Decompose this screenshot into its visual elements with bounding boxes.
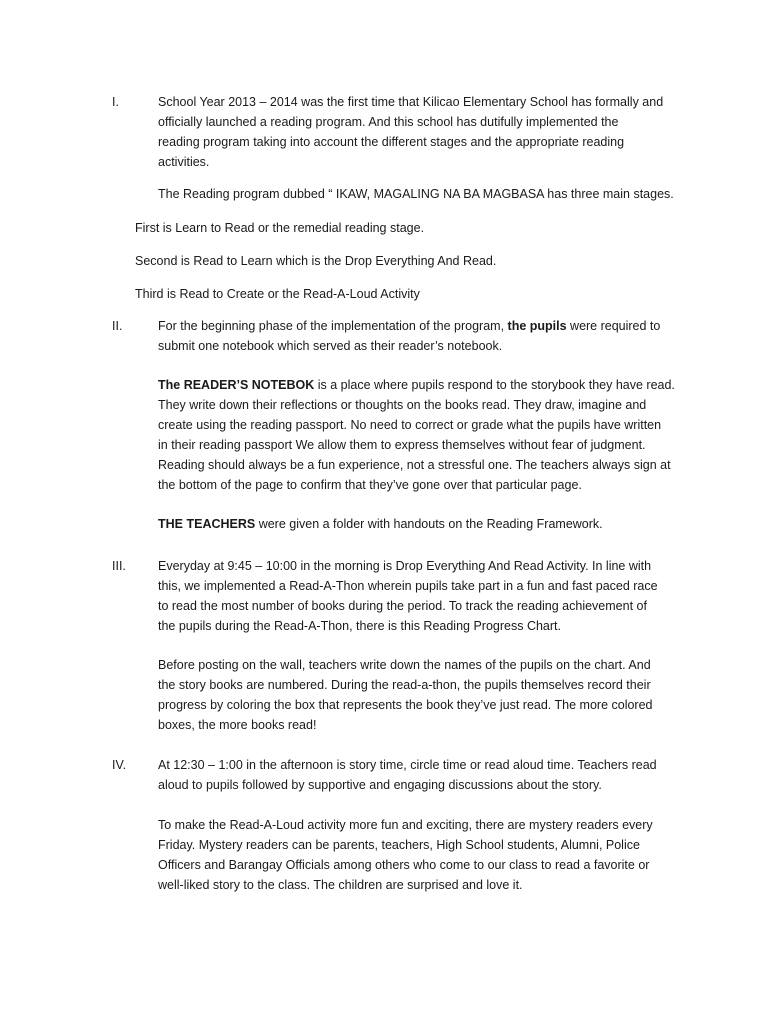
section-numeral: II. [112,319,123,333]
text-line: The READER’S NOTEBOK is a place where pupils respond to the storybook they have read. [158,378,675,392]
section-4-paragraph-2 [158,815,678,895]
section-numeral: IV. [112,758,127,772]
section-numeral: I. [112,95,119,109]
text-line: Reading should always be a fun experience, not a stressful one. The teachers always sign at [158,458,671,472]
text-line: Before posting on the wall, teachers write down the names of the pupils on the chart. And [158,658,651,672]
stage-second: Second is Read to Learn which is the Drop Everything And Read. [135,254,497,268]
text-line: submit one notebook which served as their reader’s notebook. [158,339,503,353]
text-line: aloud to pupils followed by supportive and engaging discussions about the story. [158,778,602,792]
text-line: For the beginning phase of the implementation of the program, the pupils were required to [158,319,661,333]
text-line: the pupils during the Read-A-Thon, there is this Reading Progress Chart. [158,619,561,633]
text-line: reading program taking into account the different stages and the appropriate reading [158,135,625,149]
text-line: At 12:30 – 1:00 in the afternoon is story time, circle time or read aloud time. Teachers read [158,758,657,772]
text-line: create using the reading passport. No need to correct or grade what the pupils have written [158,418,662,432]
section-2-paragraph-3 [158,514,678,534]
text-line: the bottom of the page to confirm that they’ve gone over that particular page. [158,478,582,492]
section-numeral: III. [112,559,126,573]
section-2-paragraph-1 [158,316,678,356]
text-line: well-liked story to the class. The children are surprised and love it. [158,878,523,892]
section-1-paragraph [158,92,678,172]
section-3-paragraph-2 [158,655,678,735]
text-line: boxes, the more books read! [158,718,317,732]
section-3-paragraph-1 [158,556,678,636]
text-line: this, we implemented a Read-A-Thon wherein pupils take part in a fun and fast paced race [158,579,658,593]
text-line: in their reading passport We allow them to express themselves without fear of judgment. [158,438,646,452]
text-line: activities. [158,155,210,169]
section-2-paragraph-2 [158,375,678,495]
text-line: the story books are numbered. During the read-a-thon, the pupils themselves record their [158,678,651,692]
text-line: The Reading program dubbed “ IKAW, MAGALING NA BA MAGBASA has three main stages. [158,187,674,201]
text-line: Friday. Mystery readers can be parents, teachers, High School students, Alumni, Police [158,838,640,852]
stage-third: Third is Read to Create or the Read-A-Loud Activity [135,287,420,301]
section-1-intro [158,184,678,204]
text-line: School Year 2013 – 2014 was the first time that Kilicao Elementary School has formally and [158,95,664,109]
section-4-paragraph-1 [158,755,678,795]
text-line: Officers and Barangay Officials among others who come to our class to read a favorite or [158,858,650,872]
stage-first: First is Learn to Read or the remedial reading stage. [135,221,425,235]
text-line: officially launched a reading program. And this school has dutifully implemented the [158,115,619,129]
text-line: They write down their reflections or thoughts on the books read. They draw, imagine and [158,398,647,412]
text-line: Everyday at 9:45 – 10:00 in the morning is Drop Everything And Read Activity. In line with [158,559,652,573]
text-line: progress by coloring the box that represents the book they’ve just read. The more colored [158,698,653,712]
text-line: THE TEACHERS were given a folder with handouts on the Reading Framework. [158,517,603,531]
text-line: to read the most number of books during the period. To track the reading achievement of [158,599,647,613]
text-line: To make the Read-A-Loud activity more fun and exciting, there are mystery readers every [158,818,653,832]
